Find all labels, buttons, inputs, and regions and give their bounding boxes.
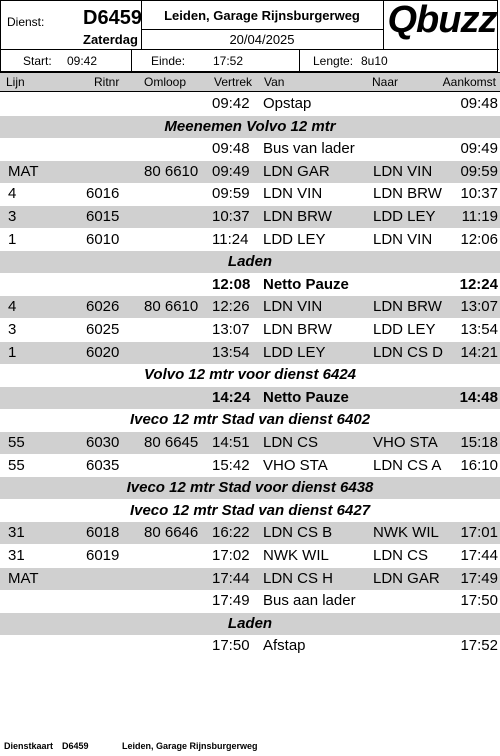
cell-vertrek: 12:26	[212, 298, 250, 316]
cell-vertrek: 09:48	[212, 140, 250, 158]
cell-lijn: 1	[8, 343, 17, 361]
cell-naar: LDD LEY	[373, 321, 436, 338]
column-header-lijn: Lijn	[6, 75, 25, 89]
table-row	[0, 319, 500, 341]
cell-aankomst: 12:06	[460, 230, 498, 248]
dienst-number: D6459	[83, 7, 142, 29]
cell-van: Netto Pauze	[263, 388, 349, 406]
table-row	[0, 545, 500, 567]
cell-ritnr: 6035	[86, 456, 120, 474]
length-value: 8u10	[361, 54, 388, 68]
cell-van: LDN VIN	[263, 185, 323, 203]
day-label: Zaterdag	[83, 32, 138, 47]
cell-aankomst: 17:01	[460, 524, 498, 542]
table-row	[0, 455, 500, 477]
table-row	[0, 161, 500, 183]
cell-naar: VHO STA	[373, 434, 438, 451]
table-row	[0, 296, 500, 318]
table-row	[0, 206, 500, 228]
cell-aankomst: 16:10	[460, 456, 498, 474]
footer-label: Dienstkaart	[4, 741, 54, 751]
header-divider	[383, 1, 384, 49]
cell-vertrek: 17:02	[212, 547, 250, 564]
cell-vertrek: 09:49	[212, 162, 250, 180]
table-row	[0, 590, 500, 612]
cell-van: LDN VIN	[263, 298, 323, 316]
cell-aankomst: 11:19	[461, 208, 498, 225]
cell-van: Bus van lader	[263, 140, 355, 158]
cell-naar: LDN CS	[373, 547, 429, 564]
cell-ritnr: 6016	[86, 185, 120, 203]
cell-ritnr: 6010	[86, 230, 120, 248]
cell-vertrek: 11:24	[212, 230, 249, 248]
cell-naar: LDN BRW	[373, 185, 442, 203]
cell-vertrek: 17:44	[212, 569, 250, 587]
cell-vertrek: 14:24	[212, 388, 251, 406]
cell-vertrek: 09:42	[212, 95, 250, 112]
table-row	[0, 183, 500, 205]
footer-location: Leiden, Garage Rijnsburgerweg	[122, 741, 258, 751]
table-row	[0, 432, 500, 454]
section-header: Iveco 12 mtr Stad voor dienst 6438	[0, 477, 500, 499]
cell-aankomst: 17:52	[460, 637, 498, 655]
cell-van: NWK WIL	[263, 547, 329, 564]
end-label: Einde:	[151, 54, 186, 68]
cell-aankomst: 14:48	[459, 388, 498, 406]
cell-van: Bus aan lader	[263, 592, 356, 610]
cell-naar: LDN GAR	[373, 569, 440, 587]
cell-lijn: 1	[8, 230, 17, 248]
cell-lijn: MAT	[8, 162, 39, 180]
cell-van: Opstap	[263, 95, 312, 112]
cell-aankomst: 17:50	[460, 592, 498, 610]
table-row	[0, 229, 500, 251]
cell-van: LDN BRW	[263, 208, 332, 225]
cell-aankomst: 10:37	[460, 185, 498, 203]
cell-vertrek: 10:37	[212, 208, 250, 225]
cell-lijn: 31	[8, 547, 25, 564]
cell-ritnr: 6015	[86, 208, 120, 225]
header-divider	[299, 49, 300, 71]
cell-vertrek: 12:08	[212, 275, 251, 293]
cell-aankomst: 13:54	[460, 321, 498, 338]
column-header-ritnr: Ritnr	[94, 75, 120, 89]
cell-naar: LDN BRW	[373, 298, 442, 316]
header-divider	[1, 49, 499, 50]
cell-van: LDN BRW	[263, 321, 332, 338]
dienst-label: Dienst:	[7, 15, 45, 29]
length-label: Lengte:	[313, 54, 354, 68]
cell-van: LDD LEY	[263, 343, 326, 361]
cell-omloop: 80 6610	[144, 298, 199, 316]
cell-naar: NWK WIL	[373, 524, 439, 542]
header-divider	[141, 29, 383, 30]
cell-vertrek: 14:51	[212, 434, 250, 451]
dienst-header	[0, 0, 498, 72]
cell-aankomst: 13:07	[460, 298, 498, 316]
section-header: Laden	[0, 251, 500, 273]
cell-aankomst: 12:24	[459, 275, 498, 293]
column-header-vertrek: Vertrek	[214, 75, 253, 89]
cell-lijn: 55	[8, 456, 25, 474]
start-label: Start:	[23, 54, 52, 68]
cell-vertrek: 13:54	[212, 343, 250, 361]
location-title: Leiden, Garage Rijnsburgerweg	[164, 8, 360, 23]
cell-vertrek: 16:22	[212, 524, 250, 542]
section-header: Iveco 12 mtr Stad van dienst 6402	[129, 411, 371, 429]
column-header-van: Van	[264, 75, 285, 89]
table-row	[0, 342, 500, 364]
cell-van: LDN CS B	[263, 524, 333, 542]
footer-dienst: D6459	[62, 741, 89, 751]
cell-aankomst: 17:49	[460, 569, 498, 587]
cell-omloop: 80 6645	[144, 434, 199, 451]
cell-vertrek: 15:42	[212, 456, 250, 474]
cell-aankomst: 09:59	[460, 162, 498, 180]
header-divider	[131, 49, 132, 71]
cell-van: Afstap	[263, 637, 306, 655]
start-value: 09:42	[67, 54, 98, 68]
cell-naar: LDD LEY	[373, 208, 436, 225]
section-header: Meenemen Volvo 12 mtr	[0, 116, 500, 138]
cell-ritnr: 6020	[86, 343, 120, 361]
column-header-naar: Naar	[372, 75, 399, 89]
cell-ritnr: 6018	[86, 524, 120, 542]
cell-van: LDD LEY	[263, 230, 326, 248]
cell-van: Netto Pauze	[263, 275, 349, 293]
cell-van: LDN CS H	[263, 569, 334, 587]
cell-aankomst: 17:44	[460, 547, 498, 564]
date-label: 20/04/2025	[229, 32, 295, 47]
section-header: Iveco 12 mtr Stad van dienst 6427	[129, 501, 371, 519]
cell-aankomst: 14:21	[460, 343, 498, 361]
cell-lijn: 55	[8, 434, 25, 451]
cell-naar: LDN CS D	[373, 343, 444, 361]
qbuzz-logo: Qbuzz	[387, 0, 497, 41]
cell-vertrek: 17:49	[212, 592, 250, 610]
cell-ritnr: 6030	[86, 434, 120, 451]
cell-aankomst: 09:49	[460, 140, 498, 158]
cell-vertrek: 09:59	[212, 185, 250, 203]
table-row	[0, 387, 500, 409]
cell-ritnr: 6019	[86, 547, 120, 564]
cell-naar: LDN CS A	[373, 456, 442, 474]
cell-lijn: 4	[8, 298, 17, 316]
cell-naar: LDN VIN	[373, 162, 433, 180]
table-row	[0, 635, 500, 657]
column-header-aankomst: Aankomst	[442, 75, 496, 89]
column-header-row	[0, 72, 500, 92]
table-row	[0, 522, 500, 544]
cell-lijn: 3	[8, 321, 17, 338]
table-row	[0, 274, 500, 296]
section-header: Laden	[0, 613, 500, 635]
section-header: Volvo 12 mtr voor dienst 6424	[143, 366, 357, 384]
cell-lijn: MAT	[8, 569, 39, 587]
cell-omloop: 80 6646	[144, 524, 199, 542]
table-row	[0, 568, 500, 590]
cell-lijn: 31	[8, 524, 25, 542]
cell-omloop: 80 6610	[144, 162, 199, 180]
cell-aankomst: 15:18	[460, 434, 498, 451]
page-footer	[0, 740, 500, 756]
cell-vertrek: 13:07	[212, 321, 250, 338]
cell-van: LDN GAR	[263, 162, 330, 180]
column-header-omloop: Omloop	[144, 75, 187, 89]
end-value: 17:52	[213, 54, 244, 68]
table-row	[0, 138, 500, 160]
cell-aankomst: 09:48	[460, 95, 498, 112]
cell-lijn: 4	[8, 185, 17, 203]
cell-naar: LDN VIN	[373, 230, 433, 248]
cell-vertrek: 17:50	[212, 637, 250, 655]
cell-ritnr: 6025	[86, 321, 120, 338]
table-row	[0, 93, 500, 115]
cell-lijn: 3	[8, 208, 17, 225]
cell-van: VHO STA	[263, 456, 328, 474]
cell-ritnr: 6026	[86, 298, 120, 316]
cell-van: LDN CS	[263, 434, 319, 451]
